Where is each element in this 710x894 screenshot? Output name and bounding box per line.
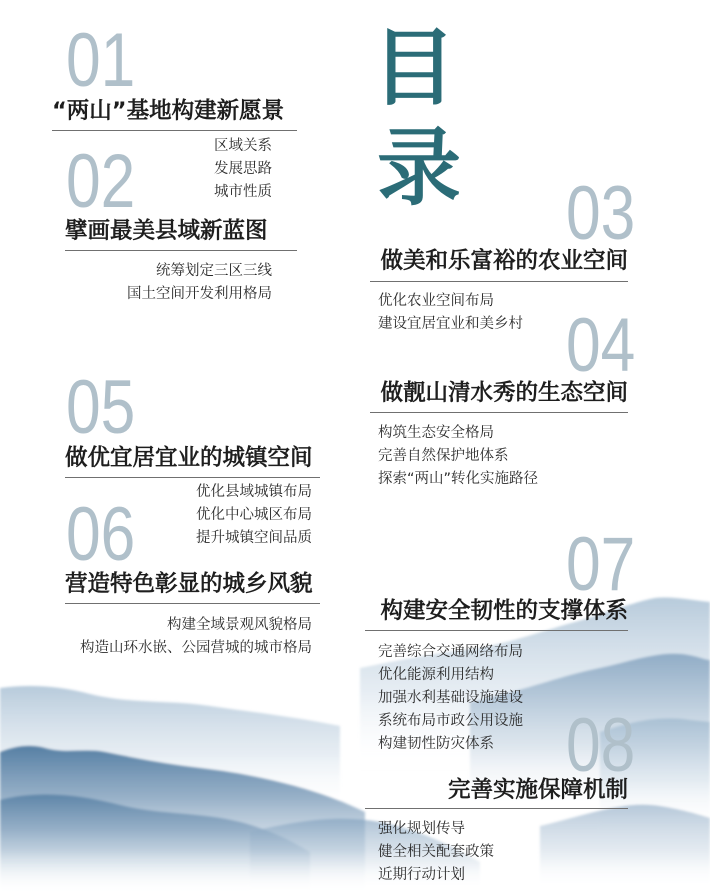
section-divider bbox=[65, 477, 320, 478]
section-title: 构建安全韧性的支撑体系 bbox=[380, 598, 628, 624]
section-divider bbox=[370, 412, 628, 413]
section-title: “两山”基地构建新愿景 bbox=[52, 98, 285, 124]
section-divider bbox=[52, 130, 297, 131]
section-item: 优化中心城区布局 bbox=[196, 507, 312, 523]
section-title: 擘画最美县域新蓝图 bbox=[65, 218, 268, 244]
section-item-list bbox=[80, 614, 312, 660]
section-item: 建设宜居宜业和美乡村 bbox=[378, 316, 523, 332]
section-item: 构筑生态安全格局 bbox=[378, 425, 494, 441]
section-item-list bbox=[378, 290, 523, 336]
section-item: 加强水利基础设施建设 bbox=[378, 690, 523, 706]
section-number: 02 bbox=[66, 139, 136, 224]
section-item: 构建韧性防灾体系 bbox=[378, 736, 494, 752]
section-item-list bbox=[214, 135, 272, 204]
toc-heading-char-2: 录 bbox=[377, 118, 462, 217]
section-number: 08 bbox=[566, 703, 636, 788]
section-number: 04 bbox=[566, 303, 636, 388]
section-divider bbox=[370, 281, 628, 282]
section-divider bbox=[65, 250, 297, 251]
section-item: 完善综合交通网络布局 bbox=[378, 644, 523, 660]
section-title: 做靓山清水秀的生态空间 bbox=[380, 380, 628, 406]
section-item: 完善自然保护地体系 bbox=[378, 448, 509, 464]
section-item: 发展思路 bbox=[214, 161, 272, 177]
section-divider bbox=[365, 630, 628, 631]
section-item-list bbox=[378, 422, 538, 491]
section-item: 城市性质 bbox=[214, 184, 272, 200]
section-title: 营造特色彰显的城乡风貌 bbox=[65, 571, 313, 597]
section-item-list bbox=[378, 641, 523, 756]
section-number: 07 bbox=[566, 522, 636, 607]
section-item: 优化县域城镇布局 bbox=[196, 484, 312, 500]
section-title: 做美和乐富裕的农业空间 bbox=[380, 248, 628, 274]
section-item: 区域关系 bbox=[214, 138, 272, 154]
section-title: 完善实施保障机制 bbox=[447, 777, 628, 803]
section-item: 强化规划传导 bbox=[378, 821, 465, 837]
section-item: 优化能源利用结构 bbox=[378, 667, 494, 683]
section-number: 05 bbox=[66, 365, 136, 450]
section-item-list bbox=[127, 260, 272, 306]
section-item: 提升城镇空间品质 bbox=[196, 530, 312, 546]
section-item: 构造山环水嵌、公园营城的城市格局 bbox=[80, 640, 312, 656]
section-number: 03 bbox=[566, 171, 636, 256]
section-item-list bbox=[196, 481, 312, 550]
section-item-list bbox=[378, 818, 494, 887]
section-title: 做优宜居宜业的城镇空间 bbox=[65, 445, 313, 471]
section-divider bbox=[365, 808, 628, 809]
section-item: 健全相关配套政策 bbox=[378, 844, 494, 860]
section-item: 统筹划定三区三线 bbox=[156, 263, 272, 279]
section-item: 探索“两山”转化实施路径 bbox=[378, 471, 539, 487]
bottom-mist bbox=[0, 850, 710, 894]
section-item: 优化农业空间布局 bbox=[378, 293, 494, 309]
section-item: 国土空间开发利用格局 bbox=[127, 286, 272, 302]
section-item: 系统布局市政公用设施 bbox=[378, 713, 523, 729]
section-item: 构建全域景观风貌格局 bbox=[167, 617, 312, 633]
toc-heading-char-1: 目 bbox=[372, 18, 457, 117]
section-number: 06 bbox=[66, 492, 136, 577]
section-number: 01 bbox=[66, 18, 136, 103]
section-divider bbox=[65, 603, 320, 604]
section-item: 近期行动计划 bbox=[378, 867, 465, 883]
